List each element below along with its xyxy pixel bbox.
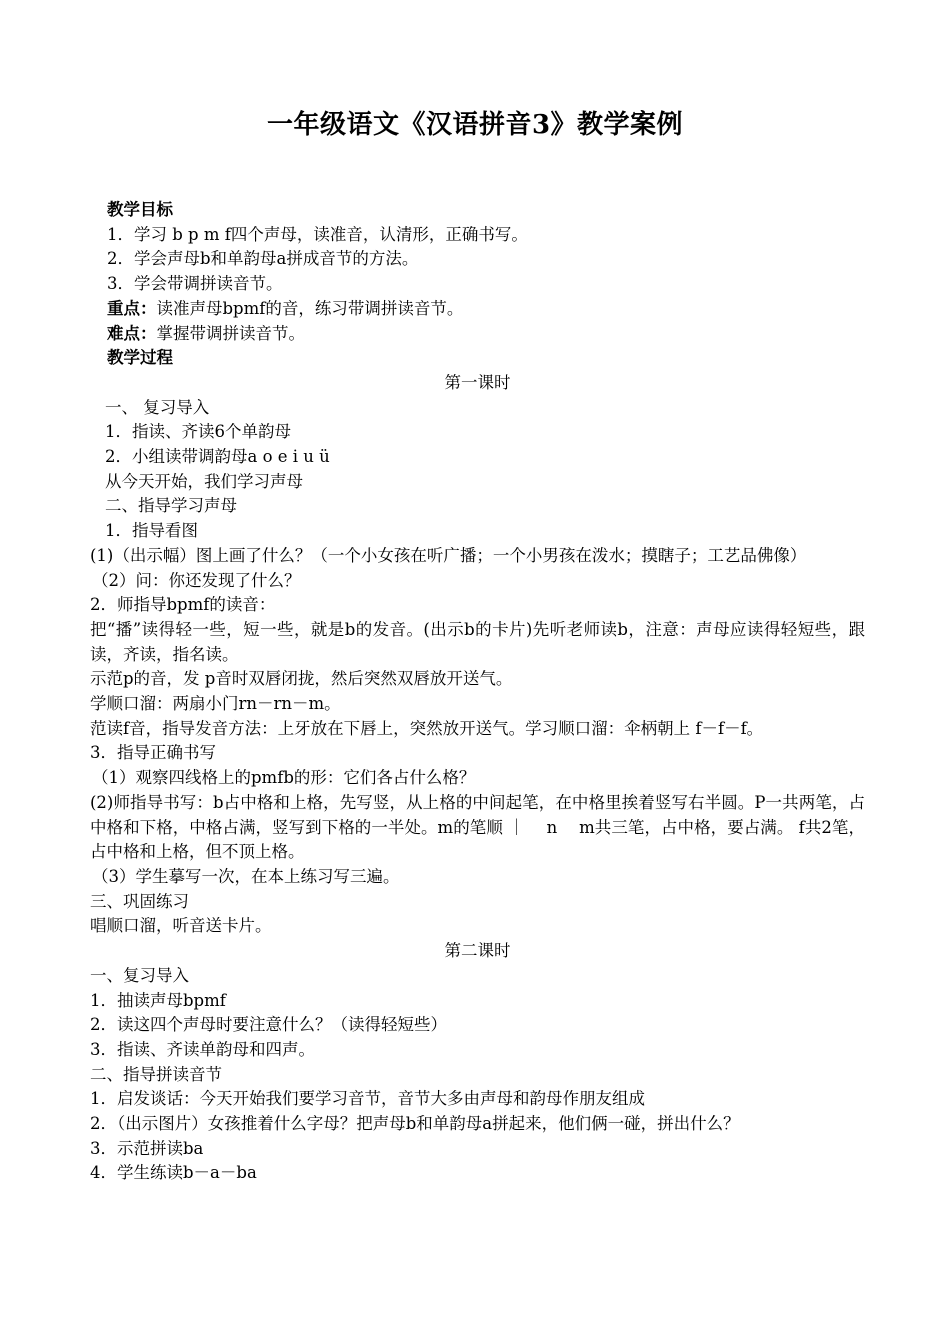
list-item: 1．启发谈话：今天开始我们要学习音节，音节大多由声母和韵母作朋友组成 <box>90 1089 645 1109</box>
list-item: 4．学生练读b－a－ba <box>90 1163 257 1183</box>
paragraph: (2)师指导书写：b占中格和上格，先写竖，从上格的中间起笔，在中格里挨着竖写右半圆。P一共两笔，占中格和下格，中格占满，竖写到下格的一半处。m的笔顺 ｜ n m共三笔，占中格，要占满。 f共2笔，占中格和上格，但不顶上格。 <box>90 792 865 862</box>
document-title: 一年级语文《汉语拼音3》教学案例 <box>266 110 684 140</box>
paragraph: (1)（出示幅）图上画了什么？（一个小女孩在听广播；一个小男孩在泼水；摸瞎子；工艺品佛像） <box>90 545 807 565</box>
list-item: 1．指读、齐读6个单韵母 <box>105 422 291 442</box>
key-point <box>90 297 865 322</box>
paragraph: 示范p的音，发 p音时双唇闭拢，然后突然双唇放开送气。 <box>90 669 513 689</box>
key-point-label: 重点： <box>107 298 157 318</box>
key-point-text: 读准声母bpmf的音，练习带调拼读音节。 <box>156 298 464 318</box>
process-heading: 教学过程 <box>107 348 173 368</box>
lesson-1-section-2: 二、指导学习声母 <box>105 496 237 516</box>
list-item: 2．（出示图片）女孩推着什么字母？把声母b和单韵母a拼起来，他们俩一碰，拼出什么？ <box>90 1114 740 1134</box>
paragraph: 学顺口溜：两扇小门rn－rn－m。 <box>90 694 341 714</box>
list-item: 2．读这四个声母时要注意什么？（读得轻短些） <box>90 1015 447 1035</box>
list-item: 1．抽读声母bpmf <box>90 990 226 1010</box>
goal-item-1: 1．学习 b p m f四个声母，读准音，认清形，正确书写。 <box>107 224 528 244</box>
goals-heading: 教学目标 <box>107 200 173 219</box>
lesson-2-title: 第二课时 <box>444 941 511 961</box>
paragraph: （3）学生摹写一次，在本上练习写三遍。 <box>92 866 400 886</box>
difficult-point-label: 难点： <box>107 323 157 343</box>
list-item: 3．指导正确书写 <box>90 743 216 763</box>
paragraph: 范读f音，指导发音方法：上牙放在下唇上，突然放开送气。学习顺口溜：伞柄朝上 f－f－f。 <box>90 718 764 738</box>
paragraph: （1）观察四线格上的pmfb的形：它们各占什么格？ <box>92 768 476 788</box>
paragraph: （2）问：你还发现了什么？ <box>92 570 301 590</box>
lesson-2-section-1: 一、复习导入 <box>90 965 189 985</box>
lesson-1-section-3: 三、巩固练习 <box>90 891 189 911</box>
lesson-1-section-1: 一、 复习导入 <box>105 397 210 417</box>
list-item: 2．小组读带调韵母a o e i u ü <box>105 447 330 467</box>
difficult-point <box>90 322 865 347</box>
paragraph: 把“播”读得轻一些，短一些，就是b的发音。(出示b的卡片)先听老师读b，注意：声母应读得轻短些，跟读，齐读，指名读。 <box>90 619 865 664</box>
lesson-2-section-2: 二、指导拼读音节 <box>90 1064 222 1084</box>
lesson-1-title: 第一课时 <box>444 372 511 392</box>
paragraph: 唱顺口溜，听音送卡片。 <box>90 916 272 936</box>
list-item: 2．师指导bpmf的读音： <box>90 595 276 615</box>
goal-item-2: 2．学会声母b和单韵母a拼成音节的方法。 <box>107 249 419 269</box>
goal-item-3: 3．学会带调拼读音节。 <box>107 274 283 294</box>
list-item: 3．指读、齐读单韵母和四声。 <box>90 1039 315 1059</box>
document-body <box>90 198 865 1186</box>
list-item: 从今天开始，我们学习声母 <box>105 471 303 491</box>
difficult-point-text: 掌握带调拼读音节。 <box>156 323 305 343</box>
list-item: 1．指导看图 <box>105 521 198 541</box>
list-item: 3．示范拼读ba <box>90 1138 204 1158</box>
